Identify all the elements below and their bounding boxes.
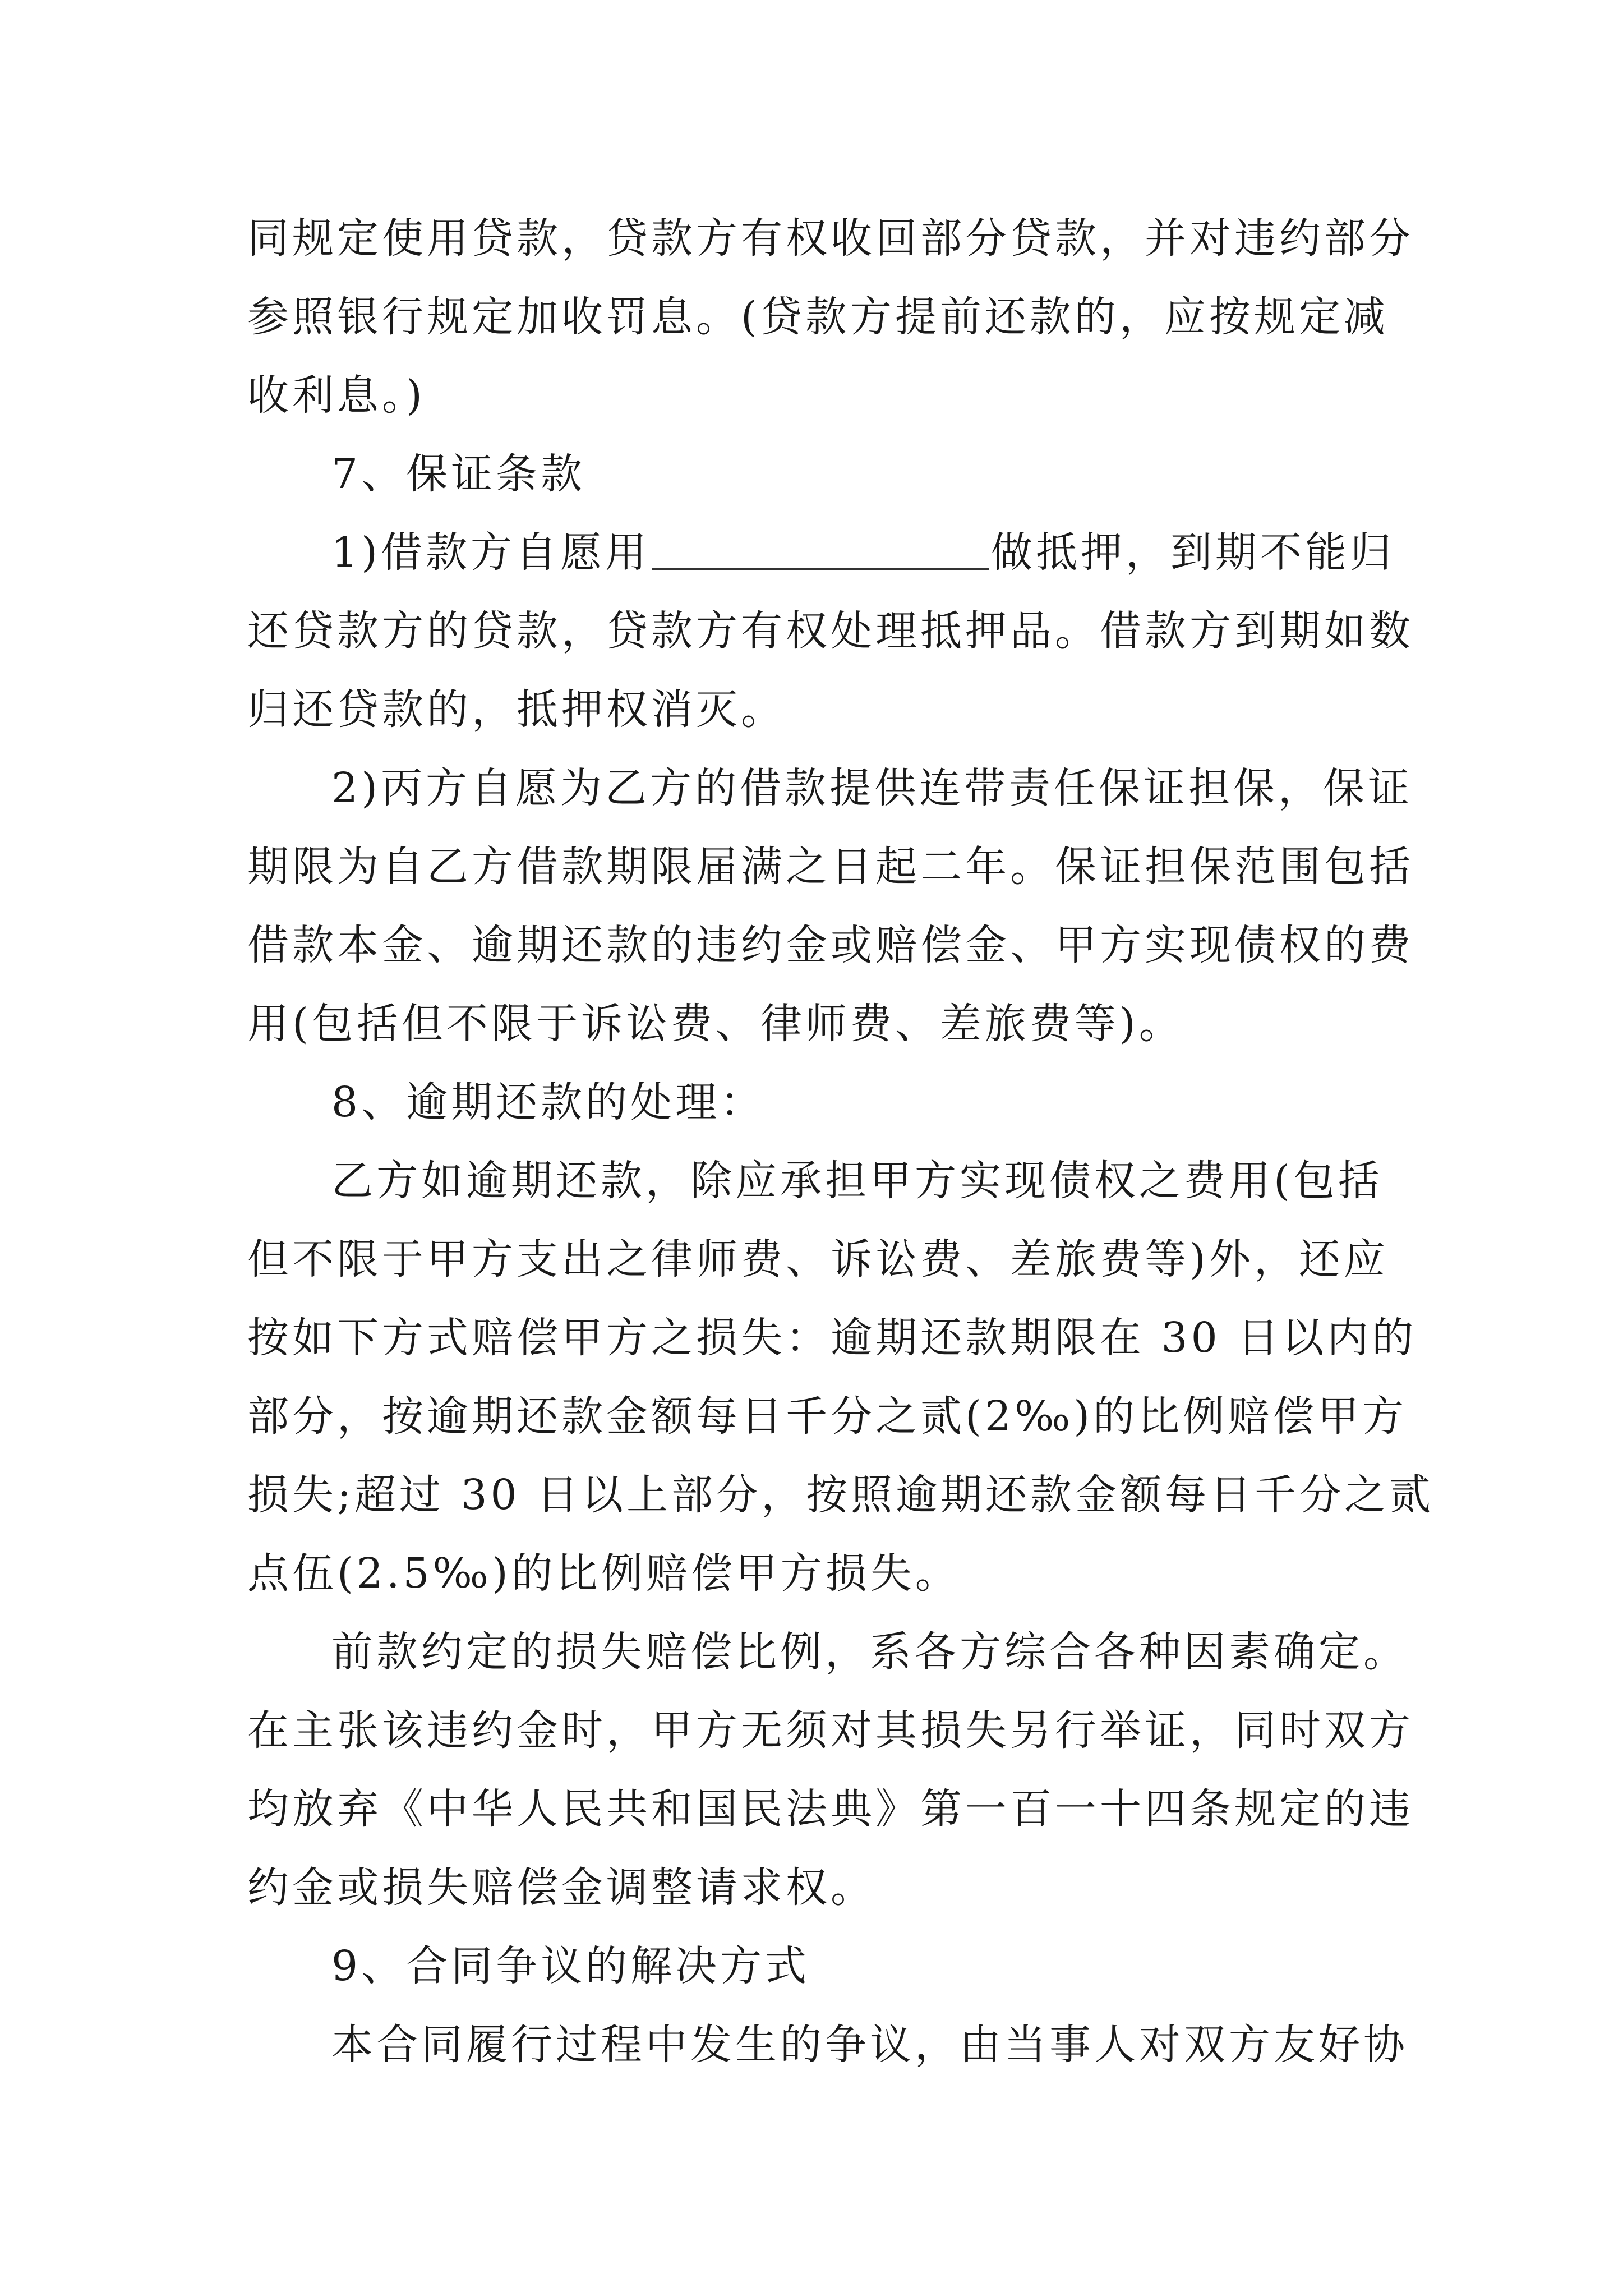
paragraph-line: 在主张该违约金时，甲方无须对其损失另行举证，同时双方	[247, 1706, 1414, 1755]
paragraph-line: 损失;超过 30 日以上部分，按照逾期还款金额每日千分之贰	[247, 1471, 1435, 1519]
paragraph-line: 收利息。)	[247, 371, 426, 420]
paragraph-line: 本合同履行过程中发生的争议，由当事人对双方友好协	[331, 2021, 1408, 2069]
section-heading: 9、合同争议的解决方式	[331, 1942, 810, 1990]
paragraph-line: 同规定使用贷款，贷款方有权收回部分贷款，并对违约部分	[247, 214, 1414, 263]
paragraph-line: 2)丙方自愿为乙方的借款提供连带责任保证担保，保证	[331, 764, 1413, 812]
paragraph-line: 均放弃《中华人民共和国民法典》第一百一十四条规定的违	[247, 1785, 1414, 1833]
paragraph-line: 用(包括但不限于诉讼费、律师费、差旅费等)。	[247, 1000, 1184, 1048]
section-heading: 8、逾期还款的处理：	[331, 1078, 766, 1126]
clause-text: 1)借款方自愿用	[331, 528, 650, 577]
paragraph-line: 参照银行规定加收罚息。(贷款方提前还款的，应按规定减	[247, 293, 1389, 341]
paragraph-line: 期限为自乙方借款期限届满之日起二年。保证担保范围包括	[247, 843, 1414, 891]
paragraph-line: 借款本金、逾期还款的违约金或赔偿金、甲方实现债权的费	[247, 921, 1414, 969]
document-body	[247, 199, 1435, 2084]
fill-in-blank	[652, 527, 989, 570]
paragraph-line: 点伍(2.5‰)的比例赔偿甲方损失。	[247, 1549, 960, 1598]
paragraph-line: 乙方如逾期还款，除应承担甲方实现债权之费用(包括	[331, 1157, 1383, 1205]
paragraph-line: 按如下方式赔偿甲方之损失：逾期还款期限在 30 日以内的	[247, 1314, 1417, 1362]
paragraph-line: 还贷款方的贷款，贷款方有权处理抵押品。借款方到期如数	[247, 607, 1414, 655]
paragraph-line: 约金或损失赔偿金调整请求权。	[247, 1864, 875, 1912]
paragraph-line-with-blank	[247, 513, 1395, 592]
paragraph-line: 部分，按逾期还款金额每日千分之贰(2‰)的比例赔偿甲方	[247, 1392, 1408, 1441]
paragraph-line: 前款约定的损失赔偿比例，系各方综合各种因素确定。	[331, 1628, 1408, 1676]
section-heading: 7、保证条款	[331, 450, 586, 498]
clause-text: 做抵押，到期不能归	[990, 528, 1395, 577]
paragraph-line: 但不限于甲方支出之律师费、诉讼费、差旅费等)外，还应	[247, 1235, 1389, 1283]
paragraph-line: 归还贷款的，抵押权消灭。	[247, 685, 786, 734]
